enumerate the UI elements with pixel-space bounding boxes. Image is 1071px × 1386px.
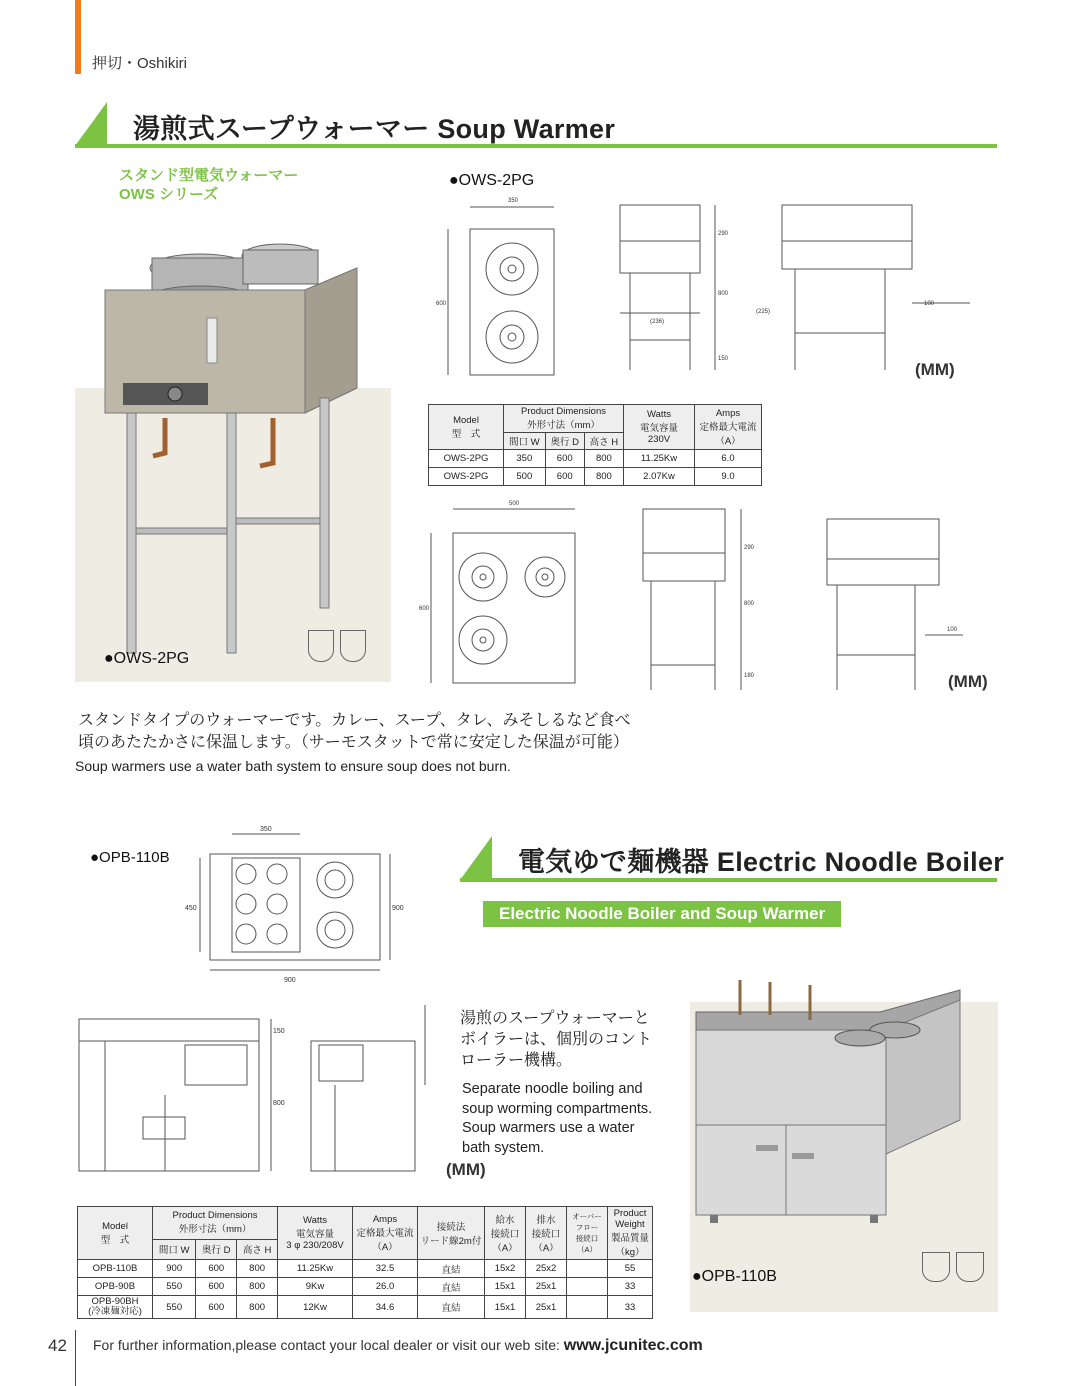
- table-row: OPB-90BH (冷凍麺対応) 550 600 800 12Kw 34.6 直結 15x1 25x1 33: [78, 1296, 653, 1319]
- table-header-dims: Product Dimensions 外形寸法（mm）: [153, 1207, 278, 1240]
- dim-label: 600: [419, 606, 430, 612]
- drawing-caption-ows: ●OWS-2PG: [449, 172, 535, 189]
- table-header-dims: Product Dimensions 外形寸法（mm）: [504, 405, 624, 433]
- footer-contact: For further information,please contact your local dealer or visit our web site: www.jcunitec.com: [93, 1337, 703, 1354]
- opb-110b-drawing-plan: [180, 820, 420, 990]
- dim-label: 150: [273, 1028, 285, 1035]
- table-header-weight: Product Weight 製品質量 （kg）: [608, 1207, 653, 1260]
- photo-caption-opb: ●OPB-110B: [692, 1268, 777, 1285]
- ows-2pg-drawing-top: [430, 185, 990, 385]
- table-header-drain: 排水 接続口 （A）: [526, 1207, 567, 1260]
- nsf-logo: [340, 630, 366, 662]
- table-header-w: 間口 W: [153, 1239, 196, 1259]
- dim-label: 900: [392, 905, 404, 912]
- soup-description-jp: スタンドタイプのウォーマーです。カレー、スープ、タレ、みそしるなど食べ 頃のあたたかさに保温します。（サーモスタットで常に安定した保温が可能）: [78, 712, 631, 751]
- dim-label: 100: [947, 627, 958, 633]
- website-link[interactable]: www.jcunitec.com: [563, 1337, 703, 1354]
- dim-label: 350: [508, 198, 519, 204]
- nsf-logo-2: [956, 1252, 984, 1282]
- soup-description-en: Soup warmers use a water bath system to ensure soup does not burn.: [75, 758, 511, 774]
- title-triangle-2: [460, 836, 492, 880]
- opb-spec-table: [77, 1206, 653, 1319]
- dim-label: 290: [718, 231, 729, 237]
- ows-spec-table: [428, 404, 762, 486]
- dim-label: 150: [718, 356, 729, 362]
- dim-label: 800: [718, 291, 729, 297]
- dim-label: 180: [744, 673, 755, 679]
- table-header-supply: 給水 接続口 （A）: [485, 1207, 526, 1260]
- table-header-watts: Watts 電気容量 3 φ 230/208V: [278, 1207, 353, 1260]
- table-row: OWS-2PG 500 600 800 2.07Kw 9.0: [429, 468, 762, 486]
- ows-2pg-drawing-bottom: [415, 495, 975, 695]
- drawing-caption-opb: ●OPB-110B: [90, 849, 170, 866]
- noodle-description-jp: 湯煎のスープウォーマーと ボイラーは、個別のコント ローラー機構。: [460, 1010, 653, 1069]
- table-header-d: 奥行 D: [545, 433, 584, 450]
- dim-label: 800: [744, 601, 755, 607]
- dim-label: 500: [509, 501, 520, 507]
- section-label: 押切・Oshikiri: [92, 55, 188, 72]
- table-header-amps: Amps 定格最大電流 （A）: [695, 405, 762, 450]
- table-header-w: 間口 W: [504, 433, 546, 450]
- table-header-h: 高さ H: [584, 433, 623, 450]
- table-header-connection: 接続法 リード線2m付: [418, 1207, 485, 1260]
- unit-label-mm-2: (MM): [948, 672, 988, 691]
- noodle-subtitle-box: Electric Noodle Boiler and Soup Warmer: [483, 901, 841, 927]
- dim-label: 450: [185, 905, 197, 912]
- dim-label: 600: [436, 301, 447, 307]
- noodle-boiler-illustration: [690, 960, 970, 1280]
- table-header-watts: Watts 電気容量 230V: [624, 405, 695, 450]
- page-title-soup-warmer: 湯煎式スープウォーマー Soup Warmer: [133, 114, 616, 144]
- table-header-d: 奥行 D: [196, 1239, 237, 1259]
- table-header-amps: Amps 定格最大電流 （A）: [353, 1207, 418, 1260]
- sanitation-logo-2: [922, 1252, 950, 1282]
- table-row: OWS-2PG 350 600 800 11.25Kw 6.0: [429, 450, 762, 468]
- title-triangle: [75, 102, 107, 146]
- dim-label: 290: [744, 545, 755, 551]
- opb-110b-drawing-elevations: [75, 1005, 455, 1185]
- photo-caption-ows: ●OWS-2PG: [104, 650, 190, 667]
- dim-label: 100: [924, 301, 935, 307]
- dim-label: (225): [756, 309, 771, 315]
- dim-label: (236): [650, 319, 665, 325]
- table-header-h: 高さ H: [237, 1239, 278, 1259]
- table-header-model: Model 型 式: [78, 1207, 153, 1260]
- page-title-noodle-boiler: 電気ゆで麺機器 Electric Noodle Boiler: [518, 847, 1005, 877]
- page-number: 42: [48, 1336, 67, 1355]
- sanitation-logo: [308, 630, 334, 662]
- dim-label: 350: [260, 826, 272, 833]
- series-subtitle: スタンド型電気ウォーマー OWS シリーズ: [119, 167, 299, 203]
- table-row: OPB-90B 550 600 800 9Kw 26.0 直結 15x1 25x1 33: [78, 1278, 653, 1296]
- noodle-description-en: Separate noodle boiling and soup worming compartments. Soup warmers use a water bath system.: [462, 1081, 653, 1156]
- unit-label-mm-3: (MM): [446, 1160, 486, 1179]
- dim-label: 800: [273, 1100, 285, 1107]
- unit-label-mm: (MM): [915, 360, 955, 379]
- table-header-overflow: オーバーフロー 接続口 （A）: [567, 1207, 608, 1260]
- table-header-model: Model 型 式: [429, 405, 504, 450]
- table-row: OPB-110B 900 600 800 11.25Kw 32.5 直結 15x2 25x2 55: [78, 1260, 653, 1278]
- footer-divider: [75, 1330, 76, 1386]
- dim-label: 900: [284, 977, 296, 984]
- soup-warmer-illustration: [95, 228, 385, 668]
- section-accent-bar: [75, 0, 81, 74]
